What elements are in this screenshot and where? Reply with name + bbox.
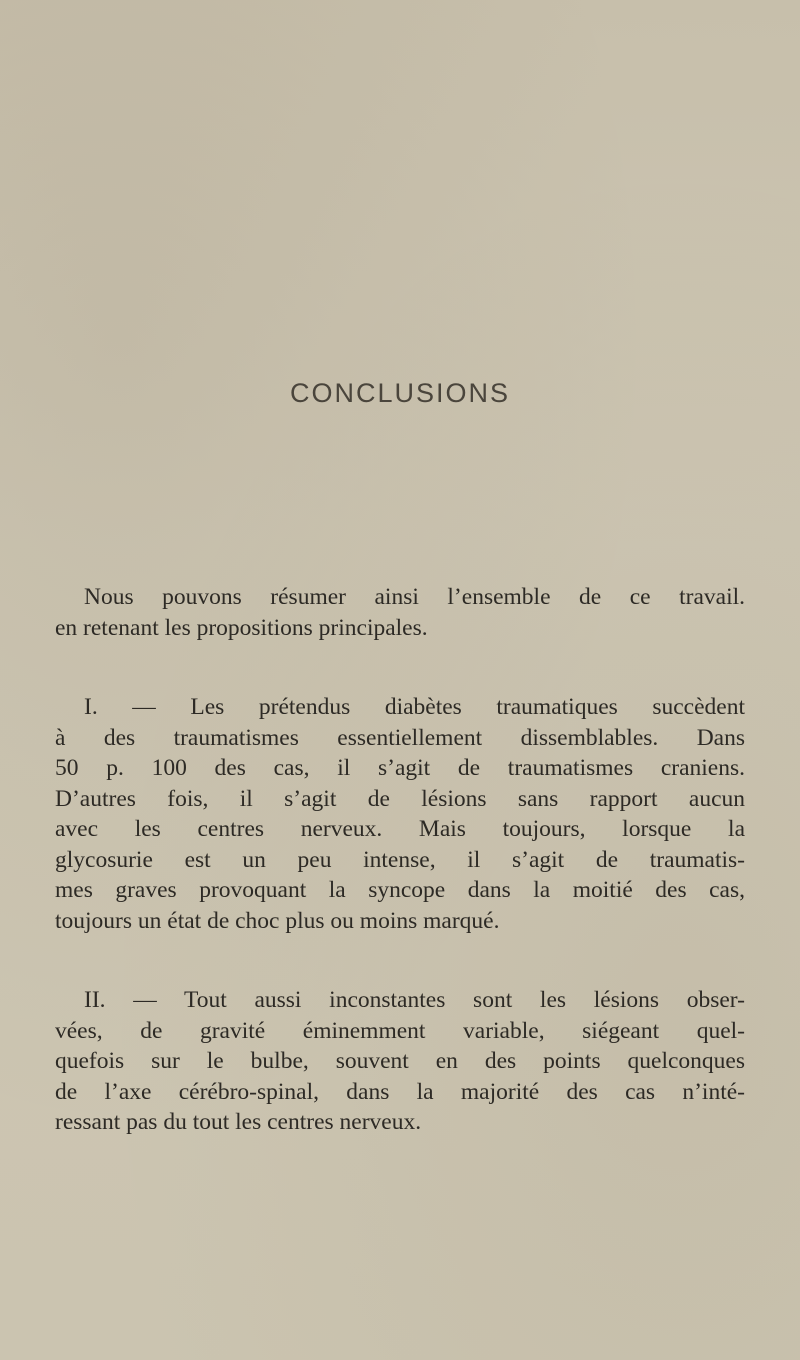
text-line: glycosurie est un peu intense, il s’agit de traumatis-: [55, 846, 745, 873]
text-line: avec les centres nerveux. Mais toujours, lorsque la: [55, 816, 745, 842]
text-line: ressant pas du tout les centres nerveux.: [55, 1109, 422, 1135]
text-line: vées, de gravité éminemment variable, siégeant quel-: [55, 1017, 745, 1044]
text-line: D’autres fois, il s’agit de lésions sans rapport aucun: [55, 785, 745, 812]
text-line: Nous pouvons résumer ainsi l’ensemble de ce travail.: [84, 584, 745, 610]
intro-paragraph: [55, 582, 745, 643]
text-line: mes graves provoquant la syncope dans la moitié des cas,: [55, 877, 745, 903]
page-heading: CONCLUSIONS: [289, 378, 511, 408]
section-two-paragraph: [55, 985, 745, 1138]
text-line: quefois sur le bulbe, souvent en des points quelconques: [55, 1048, 745, 1074]
text-line: II. — Tout aussi inconstantes sont les lésions obser-: [84, 987, 745, 1013]
text-line: en retenant les propositions principales.: [55, 614, 428, 641]
text-line: 50 p. 100 des cas, il s’agit de traumatismes craniens.: [55, 755, 745, 781]
text-line: toujours un état de choc plus ou moins marqué.: [55, 907, 500, 934]
text-line: de l’axe cérébro-spinal, dans la majorité des cas n’inté-: [55, 1078, 745, 1105]
text-line: I. — Les prétendus diabètes traumatiques succèdent: [84, 694, 745, 720]
section-one-paragraph: [55, 692, 745, 936]
text-line: à des traumatismes essentiellement dissemblables. Dans: [55, 724, 745, 751]
